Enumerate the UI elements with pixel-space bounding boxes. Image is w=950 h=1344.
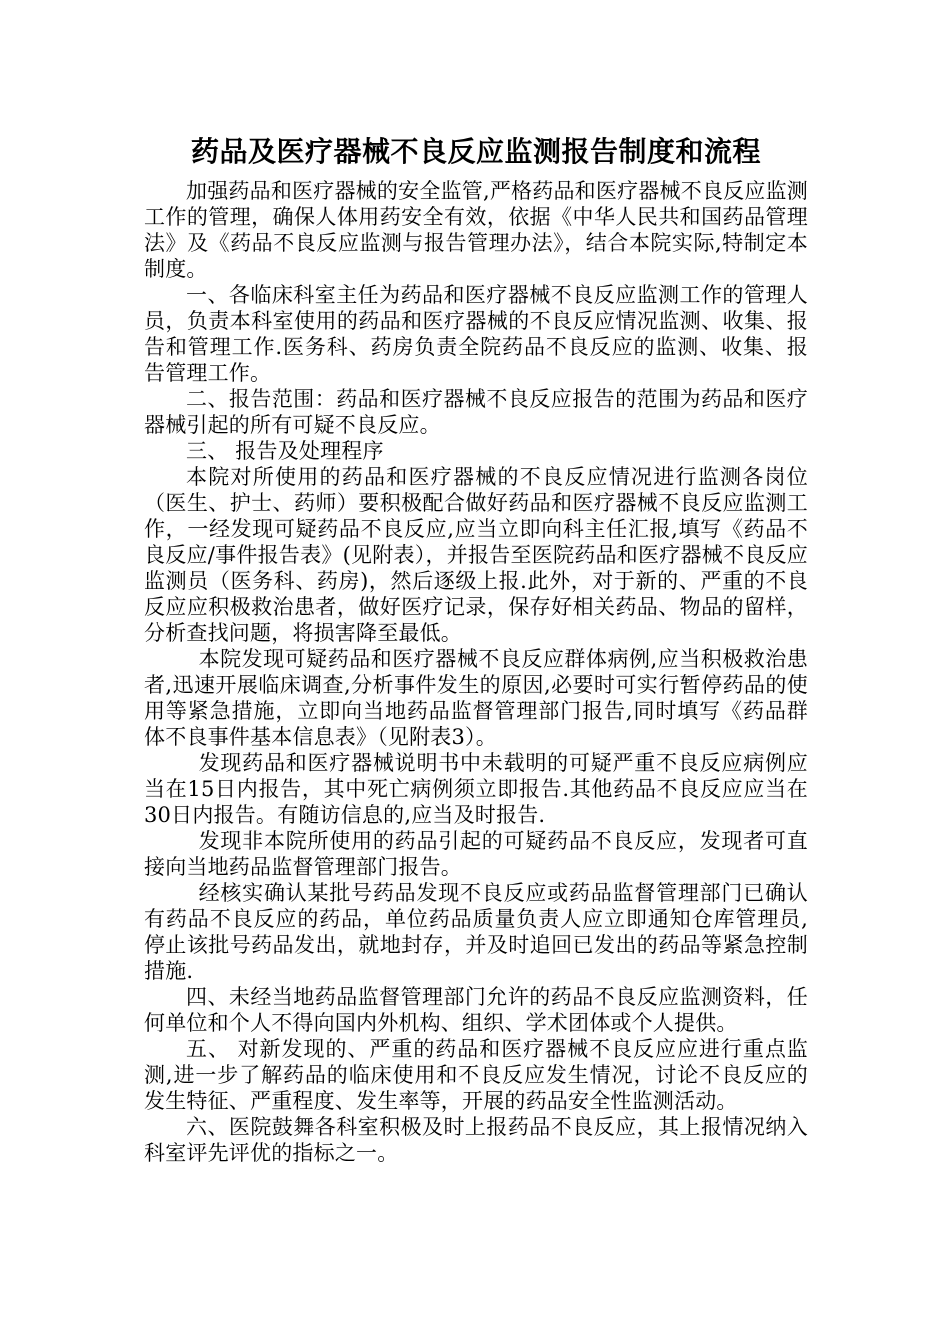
document-title: 药品及医疗器械不良反应监测报告制度和流程 — [190, 135, 761, 168]
paragraph-intro: 加强药品和医疗器械的安全监管,严格药品和医疗器械不良反应监测工作的管理，确保人体用药安全有效，依据《中华人民共和国药品管理法》及《药品不良反应监测与报告管理办法》，结合本院实际,特制定本制度。 — [144, 179, 808, 281]
paragraph-external-drugs: 发现非本院所使用的药品引起的可疑药品不良反应，发现者可直接向当地药品监督管理部门报告。 — [144, 829, 808, 879]
paragraph-group-cases: 本院发现可疑药品和医疗器械不良反应群体病例,应当积极救治患者,迅速开展临床调查,分析事件发生的原因,必要时可实行暂停药品的使用等紧急措施，立即向当地药品监督管理部门报告,同时填写《药品群体不良事件基本信息表》（见附表3）。 — [144, 647, 808, 749]
paragraph-reporting-deadlines: 发现药品和医疗器械说明书中未载明的可疑严重不良反应病例应当在15日内报告，其中死亡病例须立即报告.其他药品不良反应应当在30日内报告。有随访信息的,应当及时报告. — [144, 751, 808, 827]
document-page — [144, 128, 808, 1166]
paragraph-section-4: 四、未经当地药品监督管理部门允许的药品不良反应监测资料，任何单位和个人不得向国内外机构、组织、学术团体或个人提供。 — [144, 985, 808, 1035]
paragraph-section-2: 二、报告范围：药品和医疗器械不良反应报告的范围为药品和医疗器械引起的所有可疑不良反应。 — [144, 387, 808, 437]
paragraph-section-1: 一、各临床科室主任为药品和医疗器械不良反应监测工作的管理人员，负责本科室使用的药品和医疗器械的不良反应情况监测、收集、报告和管理工作.医务科、药房负责全院药品不良反应的监测、收集、报告管理工作。 — [144, 283, 808, 385]
paragraph-batch-control: 经核实确认某批号药品发现不良反应或药品监督管理部门已确认有药品不良反应的药品，单位药品质量负责人应立即通知仓库管理员,停止该批号药品发出，就地封存，并及时追回已发出的药品等紧急控制措施. — [144, 881, 808, 983]
paragraph-section-5: 五、 对新发现的、严重的药品和医疗器械不良反应应进行重点监测,进一步了解药品的临床使用和不良反应发生情况，讨论不良反应的发生特征、严重程度、发生率等，开展的药品安全性监测活动。 — [144, 1037, 808, 1113]
paragraph-section-3-heading: 三、 报告及处理程序 — [186, 439, 384, 463]
paragraph-reporting-procedure: 本院对所使用的药品和医疗器械的不良反应情况进行监测各岗位（医生、护士、药师）要积极配合做好药品和医疗器械不良反应监测工作，一经发现可疑药品不良反应,应当立即向科主任汇报,填写《药品不良反应/事件报告表》(见附表），并报告至医院药品和医疗器械不良反应监测员（医务科、药房)，然后逐级上报.此外，对于新的、严重的不良反应应积极救治患者，做好医疗记录，保存好相关药品、物品的留样，分析查找问题，将损害降至最低。 — [144, 465, 808, 645]
paragraph-section-6: 六、医院鼓舞各科室积极及时上报药品不良反应，其上报情况纳入科室评先评优的指标之一。 — [144, 1115, 808, 1165]
